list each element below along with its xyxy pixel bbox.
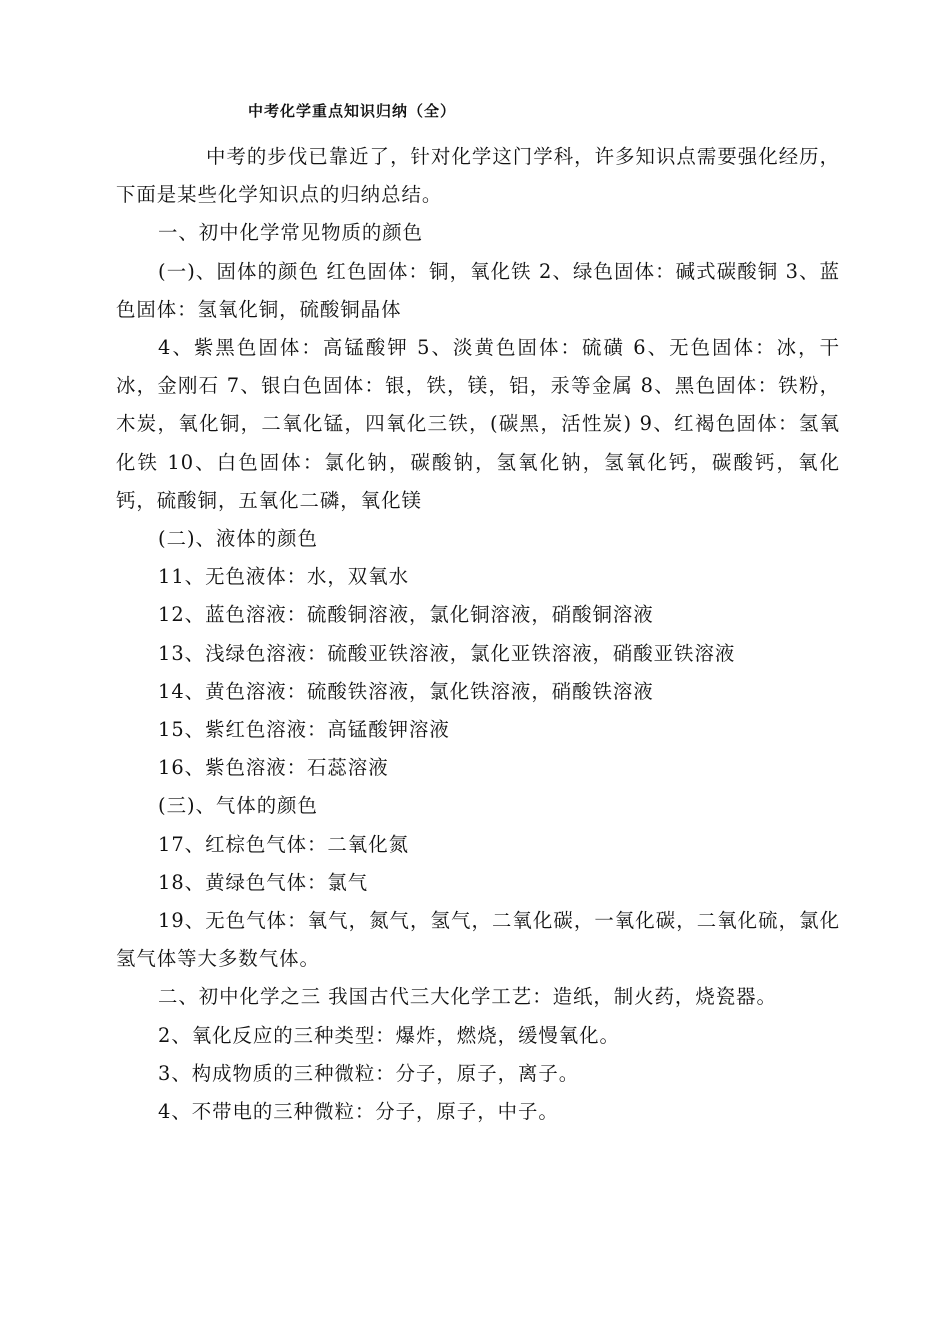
subheading-gas-colors: (三)、气体的颜色 <box>158 794 318 818</box>
document-body <box>116 138 840 1131</box>
paragraph-solid-colors-continued: 4、紫黑色固体：高锰酸钾 5、淡黄色固体：硫磺 6、无色固体：冰，干冰，金刚石 7、银白色固体：银，铁，镁，铝，汞等金属 8、黑色固体：铁粉，木炭，氧化铜，二氧化锰，四氧化三铁，(碳黑，活性炭) 9、红褐色固体：氢氧化铁 10、白色固体：氯化钠，碳酸钠，氢氧化钠，氢氧化钙，碳酸钙，氧化钙，硫酸铜，五氧化二磷，氧化镁 <box>116 336 840 512</box>
paragraph-solid-colors: (一)、固体的颜色 红色固体：铜，氧化铁 2、绿色固体：碱式碳酸铜 3、蓝色固体：氢氧化铜，硫酸铜晶体 <box>116 259 840 321</box>
list-item: 4、不带电的三种微粒：分子，原子，中子。 <box>158 1100 559 1124</box>
list-item: 18、黄绿色气体：氯气 <box>158 870 369 894</box>
list-item: 11、无色液体：水，双氧水 <box>158 565 409 589</box>
section-heading-threes: 二、初中化学之三 我国古代三大化学工艺：造纸，制火药，烧瓷器。 <box>158 985 777 1009</box>
list-item: 13、浅绿色溶液：硫酸亚铁溶液，氯化亚铁溶液，硝酸亚铁溶液 <box>158 641 736 665</box>
section-heading-colors: 一、初中化学常见物质的颜色 <box>158 221 424 245</box>
list-item: 3、构成物质的三种微粒：分子，原子，离子。 <box>158 1061 580 1085</box>
document-title: 中考化学重点知识归纳（全） <box>248 102 457 120</box>
list-item: 17、红棕色气体：二氧化氮 <box>158 832 409 856</box>
list-item: 15、紫红色溶液：高锰酸钾溶液 <box>158 718 450 742</box>
subheading-liquid-colors: (二)、液体的颜色 <box>158 527 318 551</box>
list-item: 12、蓝色溶液：硫酸铜溶液，氯化铜溶液，硝酸铜溶液 <box>158 603 654 627</box>
list-item: 14、黄色溶液：硫酸铁溶液，氯化铁溶液，硝酸铁溶液 <box>158 679 654 703</box>
list-item: 16、紫色溶液：石蕊溶液 <box>158 756 389 780</box>
list-item: 19、无色气体：氧气，氮气，氢气，二氧化碳，一氧化碳，二氧化硫，氯化氢气体等大多数气体。 <box>116 909 840 971</box>
intro-paragraph: 中考的步伐已靠近了，针对化学这门学科，许多知识点需要强化经历，下面是某些化学知识点的归纳总结。 <box>116 145 840 207</box>
list-item: 2、氧化反应的三种类型：爆炸，燃烧，缓慢氧化。 <box>158 1023 620 1047</box>
